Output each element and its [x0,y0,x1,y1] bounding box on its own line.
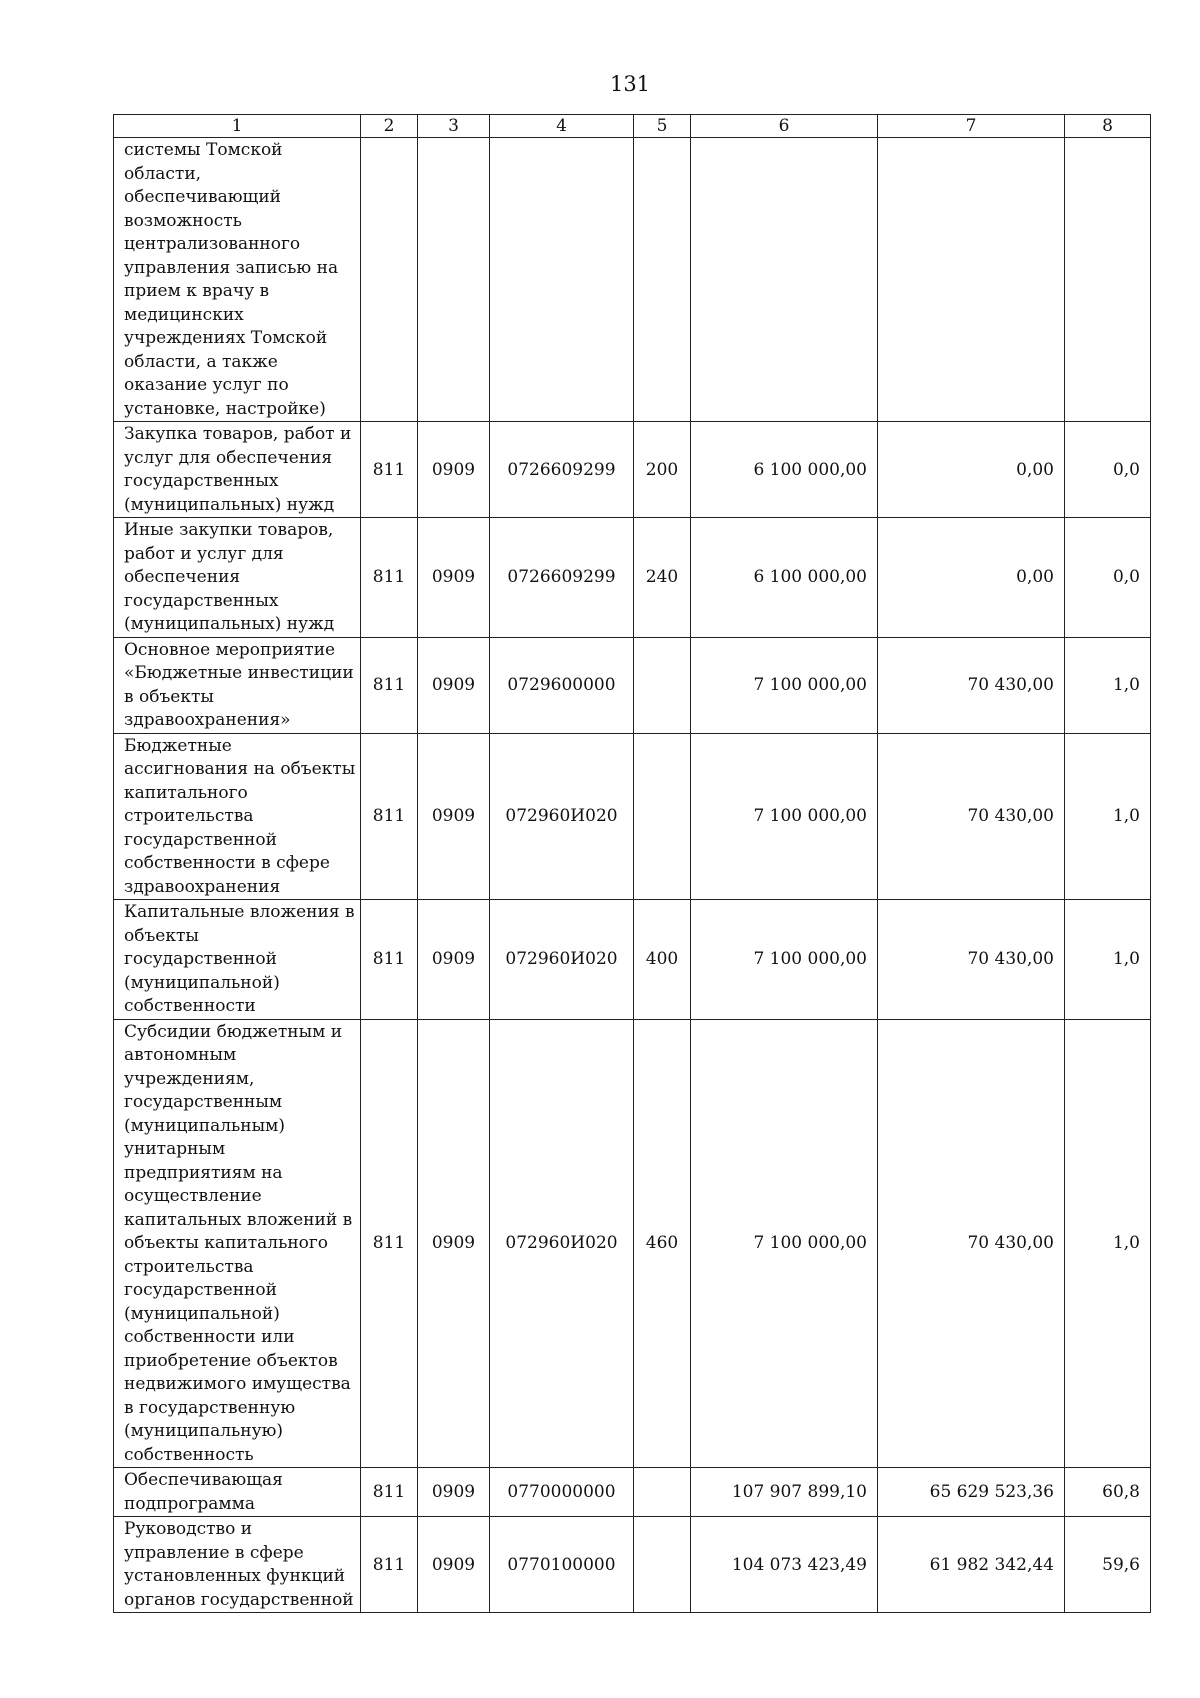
row-expense-type: 400 [634,900,691,1020]
row-executed-amount: 70 430,00 [878,1019,1065,1468]
table-row [114,637,1151,733]
row-section-code: 0909 [418,1019,490,1468]
row-name: Обеспечивающая подпрограмма [114,1468,361,1517]
header-row [114,115,1151,138]
row-expense-type [634,1468,691,1517]
row-ministry-code: 811 [361,637,418,733]
row-executed-amount: 61 982 342,44 [878,1517,1065,1613]
header-col-4: 4 [490,115,634,138]
table-row [114,138,1151,422]
row-section-code: 0909 [418,422,490,518]
row-target-code: 0726609299 [490,518,634,638]
row-ministry-code: 811 [361,1517,418,1613]
row-expense-type [634,138,691,422]
row-executed-amount: 70 430,00 [878,900,1065,1020]
row-section-code: 0909 [418,1517,490,1613]
budget-table [113,114,1151,1613]
row-expense-type: 240 [634,518,691,638]
row-ministry-code: 811 [361,900,418,1020]
table-row [114,733,1151,900]
row-ministry-code: 811 [361,733,418,900]
row-target-code: 0770100000 [490,1517,634,1613]
row-target-code: 072960И020 [490,733,634,900]
row-planned-amount: 6 100 000,00 [691,518,878,638]
row-planned-amount: 7 100 000,00 [691,733,878,900]
row-section-code: 0909 [418,733,490,900]
row-target-code: 072960И020 [490,900,634,1020]
row-percent: 0,0 [1065,518,1151,638]
row-target-code [490,138,634,422]
row-planned-amount: 104 073 423,49 [691,1517,878,1613]
table-body [114,138,1151,1613]
row-section-code: 0909 [418,637,490,733]
row-planned-amount: 107 907 899,10 [691,1468,878,1517]
row-executed-amount: 65 629 523,36 [878,1468,1065,1517]
page-number: 131 [609,72,651,96]
row-percent: 1,0 [1065,900,1151,1020]
row-expense-type: 460 [634,1019,691,1468]
header-col-3: 3 [418,115,490,138]
row-expense-type [634,733,691,900]
header-col-2: 2 [361,115,418,138]
row-executed-amount [878,138,1065,422]
row-percent: 0,0 [1065,422,1151,518]
row-planned-amount: 7 100 000,00 [691,637,878,733]
row-percent: 1,0 [1065,637,1151,733]
row-executed-amount: 0,00 [878,518,1065,638]
row-percent: 1,0 [1065,733,1151,900]
header-col-7: 7 [878,115,1065,138]
row-expense-type [634,637,691,733]
table-row [114,1517,1151,1613]
row-ministry-code: 811 [361,422,418,518]
row-name: Закупка товаров, работ и услуг для обеспечения государственных (муниципальных) нужд [114,422,361,518]
row-section-code: 0909 [418,1468,490,1517]
row-name: Бюджетные ассигнования на объекты капитального строительства государственной собственности в сфере здравоохранения [114,733,361,900]
table-row [114,1468,1151,1517]
row-name: Руководство и управление в сфере установленных функций органов государственной [114,1517,361,1613]
row-executed-amount: 70 430,00 [878,637,1065,733]
row-section-code [418,138,490,422]
row-executed-amount: 70 430,00 [878,733,1065,900]
header-col-8: 8 [1065,115,1151,138]
row-ministry-code: 811 [361,518,418,638]
row-target-code: 072960И020 [490,1019,634,1468]
header-col-1: 1 [114,115,361,138]
row-planned-amount: 7 100 000,00 [691,1019,878,1468]
table-header [114,115,1151,138]
row-name: Иные закупки товаров, работ и услуг для обеспечения государственных (муниципальных) нужд [114,518,361,638]
table-row [114,1019,1151,1468]
row-name: системы Томской области, обеспечивающий возможность централизованного управления записью на прием к врачу в медицинских учреждениях Томской области, а также оказание услуг по установке, настройке) [114,138,361,422]
row-ministry-code [361,138,418,422]
table-row [114,900,1151,1020]
row-name: Субсидии бюджетным и автономным учреждениям, государственным (муниципальным) унитарным предприятиям на осуществление капитальных вложений в объекты капитального строительства государственной (муниципальной) собственности или приобретение объектов недвижимого имущества в государственную (муниципальную) собственность [114,1019,361,1468]
row-planned-amount: 6 100 000,00 [691,422,878,518]
header-col-5: 5 [634,115,691,138]
row-percent: 1,0 [1065,1019,1151,1468]
row-ministry-code: 811 [361,1468,418,1517]
table-row [114,422,1151,518]
row-executed-amount: 0,00 [878,422,1065,518]
row-planned-amount: 7 100 000,00 [691,900,878,1020]
row-target-code: 0729600000 [490,637,634,733]
row-section-code: 0909 [418,518,490,638]
row-ministry-code: 811 [361,1019,418,1468]
row-section-code: 0909 [418,900,490,1020]
row-percent [1065,138,1151,422]
table-row [114,518,1151,638]
row-name: Капитальные вложения в объекты государственной (муниципальной) собственности [114,900,361,1020]
row-planned-amount [691,138,878,422]
row-percent: 60,8 [1065,1468,1151,1517]
row-expense-type: 200 [634,422,691,518]
row-target-code: 0726609299 [490,422,634,518]
row-name: Основное мероприятие «Бюджетные инвестиции в объекты здравоохранения» [114,637,361,733]
row-expense-type [634,1517,691,1613]
row-percent: 59,6 [1065,1517,1151,1613]
row-target-code: 0770000000 [490,1468,634,1517]
header-col-6: 6 [691,115,878,138]
